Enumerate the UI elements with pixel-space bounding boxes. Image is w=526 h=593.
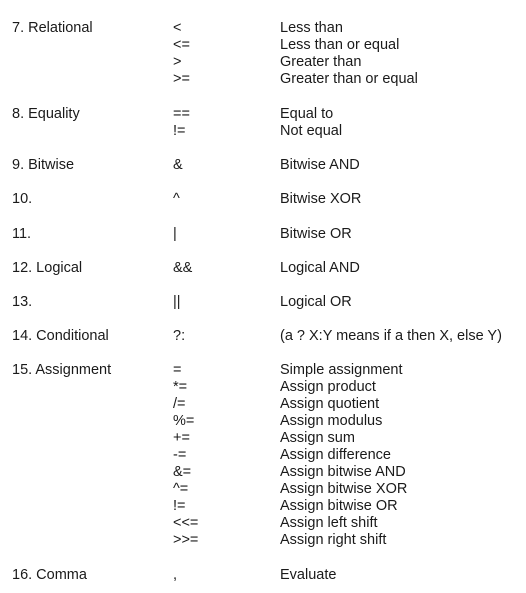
operator-row: [0, 498, 526, 515]
operator-group: [0, 20, 526, 88]
operator-row: [0, 20, 526, 37]
operator-symbol: &=: [173, 464, 192, 480]
operator-row: [0, 328, 526, 345]
operator-description: Assign difference: [280, 447, 391, 463]
operator-symbol: &&: [173, 260, 193, 276]
operator-row: [0, 532, 526, 549]
operator-row: [0, 260, 526, 277]
operator-symbol: |: [173, 226, 177, 242]
operator-row: [0, 37, 526, 54]
operator-symbol: ?:: [173, 328, 186, 344]
operator-symbol: >>=: [173, 532, 199, 548]
operator-group: [0, 106, 526, 140]
operator-description: Assign modulus: [280, 413, 383, 429]
operator-group: [0, 362, 526, 549]
operator-row: [0, 226, 526, 243]
operator-row: [0, 481, 526, 498]
operator-symbol: ||: [173, 294, 181, 310]
operator-description: Assign bitwise XOR: [280, 481, 408, 497]
operator-row: [0, 191, 526, 208]
operator-group: [0, 191, 526, 208]
operator-group: [0, 260, 526, 277]
operator-description: Logical AND: [280, 260, 360, 276]
operator-row: [0, 362, 526, 379]
category-label: 10.: [12, 191, 33, 207]
operator-description: Assign right shift: [280, 532, 387, 548]
category-label: 7. Relational: [12, 20, 93, 36]
operator-group: [0, 328, 526, 345]
operator-group: [0, 157, 526, 174]
operator-symbol: !=: [173, 123, 186, 139]
operator-description: Assign quotient: [280, 396, 380, 412]
operator-symbol: ==: [173, 106, 190, 122]
category-label: 15. Assignment: [12, 362, 112, 378]
operator-row: [0, 413, 526, 430]
category-label: 9. Bitwise: [12, 157, 75, 173]
operator-description: Simple assignment: [280, 362, 403, 378]
operator-symbol: &: [173, 157, 183, 173]
operator-description: Greater than: [280, 54, 362, 70]
operator-description: Assign product: [280, 379, 376, 395]
operator-group: [0, 226, 526, 243]
operator-description: (a ? X:Y means if a then X, else Y): [280, 328, 502, 344]
operator-symbol: =: [173, 362, 182, 378]
operator-symbol: +=: [173, 430, 190, 446]
operator-symbol: ^=: [173, 481, 189, 497]
operator-description: Logical OR: [280, 294, 352, 310]
operator-symbol: /=: [173, 396, 186, 412]
category-label: 12. Logical: [12, 260, 83, 276]
category-label: 11.: [12, 226, 32, 242]
operator-row: [0, 54, 526, 71]
operator-description: Assign sum: [280, 430, 355, 446]
operator-description: Greater than or equal: [280, 71, 418, 87]
operator-description: Evaluate: [280, 567, 337, 583]
category-label: 13.: [12, 294, 33, 310]
category-label: 8. Equality: [12, 106, 80, 122]
operator-description: Bitwise OR: [280, 226, 352, 242]
operator-symbol: >: [173, 54, 182, 70]
operator-description: Less than or equal: [280, 37, 400, 53]
operator-description: Not equal: [280, 123, 343, 139]
operator-row: [0, 430, 526, 447]
operator-description: Less than: [280, 20, 343, 36]
operator-symbol: %=: [173, 413, 195, 429]
operator-row: [0, 123, 526, 140]
operator-description: Bitwise AND: [280, 157, 360, 173]
operator-row: [0, 379, 526, 396]
operator-row: [0, 515, 526, 532]
operator-row: [0, 396, 526, 413]
operator-description: Bitwise XOR: [280, 191, 362, 207]
operator-row: [0, 567, 526, 584]
operator-group: [0, 567, 526, 584]
operator-description: Assign bitwise OR: [280, 498, 398, 514]
operator-symbol: *=: [173, 379, 188, 395]
operator-symbol: >=: [173, 71, 190, 87]
operator-symbol: <=: [173, 37, 190, 53]
operator-symbol: -=: [173, 447, 187, 463]
operator-row: [0, 464, 526, 481]
operator-description: Equal to: [280, 106, 334, 122]
category-label: 16. Comma: [12, 567, 87, 583]
operator-symbol: ,: [173, 567, 178, 583]
operator-description: Assign left shift: [280, 515, 378, 531]
operator-description: Assign bitwise AND: [280, 464, 406, 480]
operator-symbol: !=: [173, 498, 186, 514]
operator-symbol: ^: [173, 191, 180, 207]
operator-row: [0, 106, 526, 123]
operator-row: [0, 294, 526, 311]
operator-row: [0, 157, 526, 174]
operator-symbol: <<=: [173, 515, 199, 531]
operator-row: [0, 71, 526, 88]
operator-group: [0, 294, 526, 311]
operator-row: [0, 447, 526, 464]
operator-symbol: <: [173, 20, 182, 36]
category-label: 14. Conditional: [12, 328, 109, 344]
